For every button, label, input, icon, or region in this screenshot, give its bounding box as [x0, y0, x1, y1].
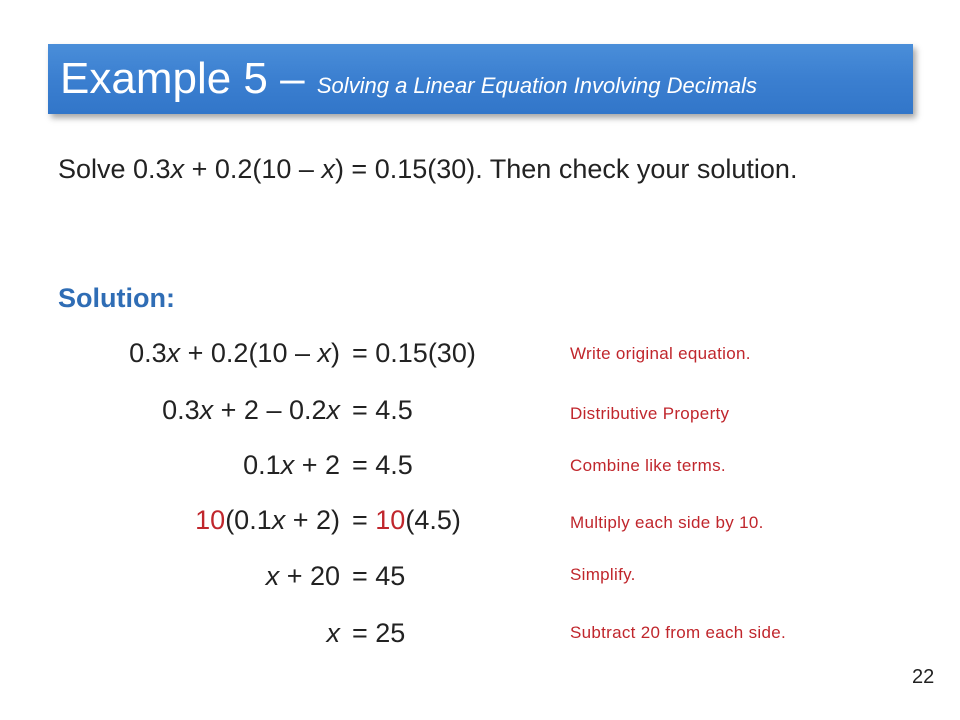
problem-text: ) = 0.15(30). Then check your solution.: [334, 154, 798, 184]
step-1-note: Write original equation.: [570, 344, 751, 363]
step-2-rhs: = 4.5: [352, 395, 413, 425]
slide-title-main: Example 5 –: [60, 54, 317, 103]
slide-number: 22: [912, 666, 935, 688]
eq-term: (0.1: [225, 505, 272, 535]
eq-variable: x: [271, 505, 286, 535]
problem-variable: x: [321, 154, 335, 184]
eq-term: (4.5): [405, 505, 461, 535]
eq-term: 0.3: [162, 395, 200, 425]
eq-term: 0.3: [129, 338, 167, 368]
step-5-rhs: = 45: [352, 561, 406, 591]
title-bar: [48, 44, 913, 114]
step-4-lhs: [0, 507, 340, 534]
step-1-lhs: [0, 340, 340, 367]
eq-term: + 20: [279, 561, 340, 591]
problem-statement: [58, 150, 838, 188]
eq-equals: =: [352, 505, 376, 535]
eq-term: + 2: [294, 450, 340, 480]
step-4-note: Multiply each side by 10.: [570, 513, 764, 532]
eq-term: ): [331, 338, 340, 368]
eq-variable: x: [280, 450, 295, 480]
eq-variable: x: [326, 618, 340, 648]
step-3-lhs: [0, 452, 340, 479]
eq-variable: x: [265, 561, 280, 591]
step-6-lhs: [0, 620, 340, 647]
eq-term: 0.1: [243, 450, 281, 480]
step-5-note: Simplify.: [570, 565, 636, 584]
eq-multiplier: 10: [195, 505, 226, 535]
eq-variable: x: [317, 338, 331, 368]
eq-multiplier: 10: [375, 505, 406, 535]
step-3-rhs: = 4.5: [352, 450, 413, 480]
problem-text: Solve 0.3: [58, 154, 171, 184]
slide-title-subtitle: Solving a Linear Equation Involving Decimals: [316, 73, 758, 98]
eq-variable: x: [166, 338, 181, 368]
step-3-note: Combine like terms.: [570, 456, 726, 475]
problem-text: + 0.2(10 –: [184, 154, 322, 184]
problem-variable: x: [170, 154, 185, 184]
step-2-note: Distributive Property: [570, 404, 730, 423]
step-6-rhs: = 25: [352, 618, 406, 648]
step-1-rhs: = 0.15(30): [352, 338, 476, 368]
step-5-lhs: [0, 563, 340, 590]
eq-term: + 2): [285, 505, 340, 535]
eq-variable: x: [326, 395, 340, 425]
step-2-lhs: [0, 397, 340, 424]
eq-term: + 0.2(10 –: [180, 338, 318, 368]
step-4-rhs: [352, 507, 461, 534]
eq-variable: x: [199, 395, 214, 425]
eq-term: + 2 – 0.2: [213, 395, 327, 425]
step-6-note: Subtract 20 from each side.: [570, 623, 786, 642]
slide-title: [60, 54, 758, 103]
solution-label: Solution:: [58, 283, 175, 313]
